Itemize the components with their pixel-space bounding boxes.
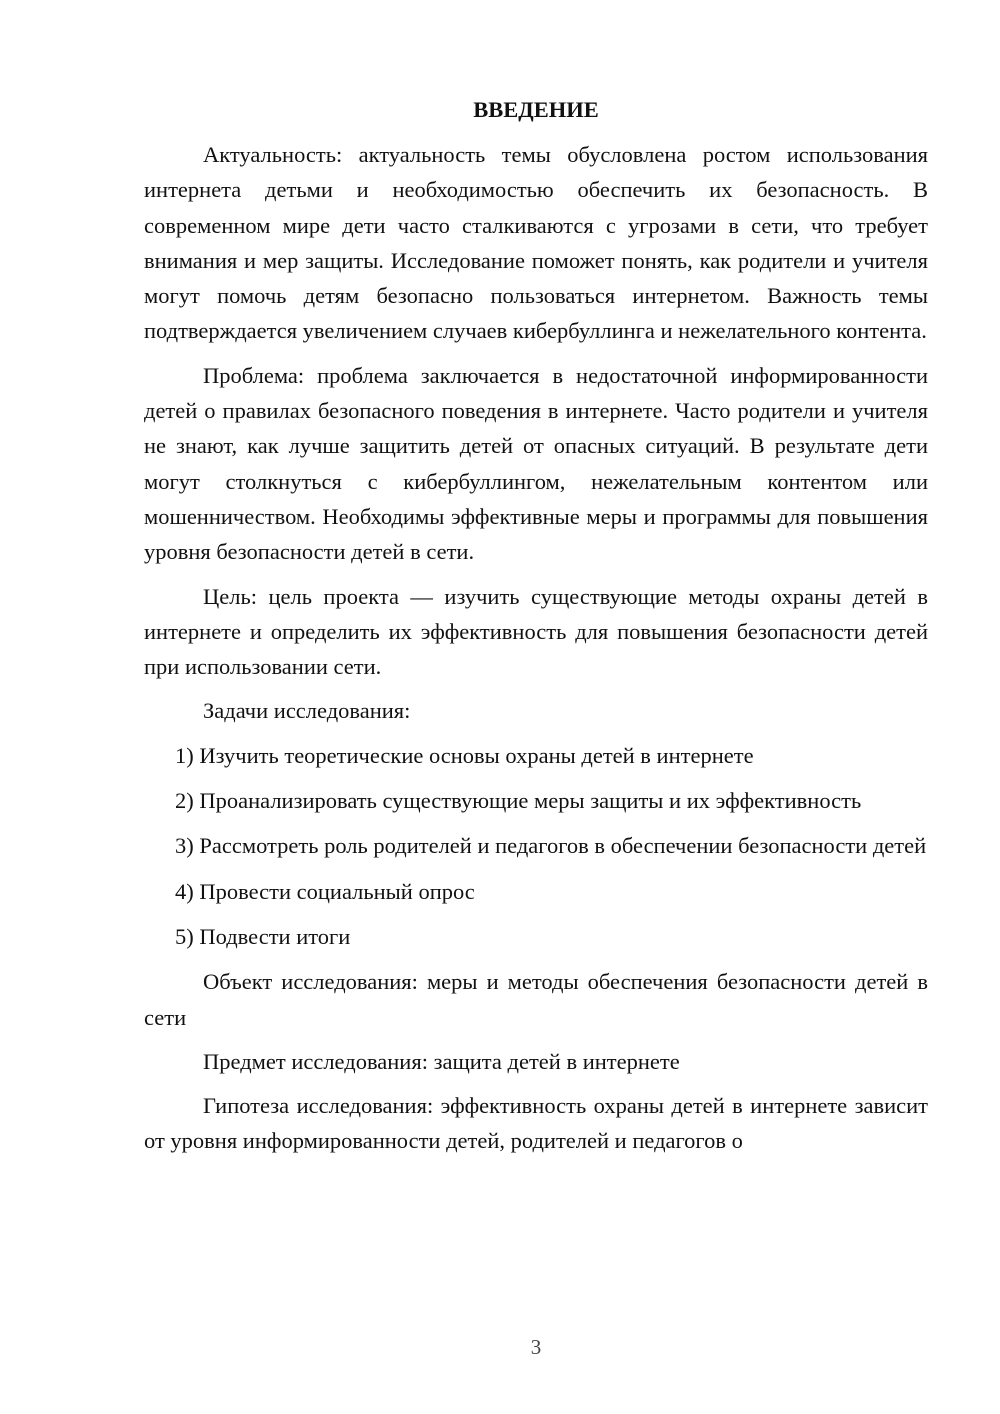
task-item: 3) Рассмотреть роль родителей и педагогов в обеспечении безопасности детей — [175, 833, 927, 859]
goal-paragraph: Цель: цель проекта — изучить существующие методы охраны детей в интернете и определить их эффективность для повышения безопасности детей при использовании сети. — [144, 583, 928, 680]
page-title: ВВЕДЕНИЕ — [473, 97, 599, 122]
task-item: 5) Подвести итоги — [175, 923, 351, 949]
task-item: 1) Изучить теоретические основы охраны детей в интернете — [175, 742, 754, 768]
relevance-paragraph: Актуальность: актуальность темы обусловлена ростом использования интернета детьми и необходимостью обеспечить их безопасность. В современном мире дети часто сталкиваются с угрозами в сети, что требует внимания и мер защиты. Исследование поможет понять, как родители и учителя могут помочь детям безопасно пользоваться интернетом. Важность темы подтверждается увеличением случаев кибербуллинга и нежелательного контента. — [144, 142, 928, 344]
hypothesis-paragraph: Гипотеза исследования: эффективность охраны детей в интернете зависит от уровня информированности детей, родителей и педагогов о — [144, 1093, 928, 1154]
tasks-heading: Задачи исследования: — [203, 698, 411, 724]
page-content — [144, 92, 928, 1168]
problem-paragraph: Проблема: проблема заключается в недостаточной информированности детей о правилах безопасного поведения в интернете. Часто родители и учителя не знают, как лучше защитить детей от опасных ситуаций. В результате дети могут столкнуться с кибербуллингом, нежелательным контентом или мошенничеством. Необходимы эффективные меры и программы для повышения уровня безопасности детей в сети. — [144, 362, 928, 565]
subject-paragraph: Предмет исследования: защита детей в интернете — [203, 1048, 680, 1074]
object-paragraph: Объект исследования: меры и методы обеспечения безопасности детей в сети — [144, 969, 928, 1030]
page-number: 3 — [530, 1335, 542, 1359]
task-item: 2) Проанализировать существующие меры защиты и их эффективность — [175, 788, 862, 814]
task-item: 4) Провести социальный опрос — [175, 878, 475, 904]
